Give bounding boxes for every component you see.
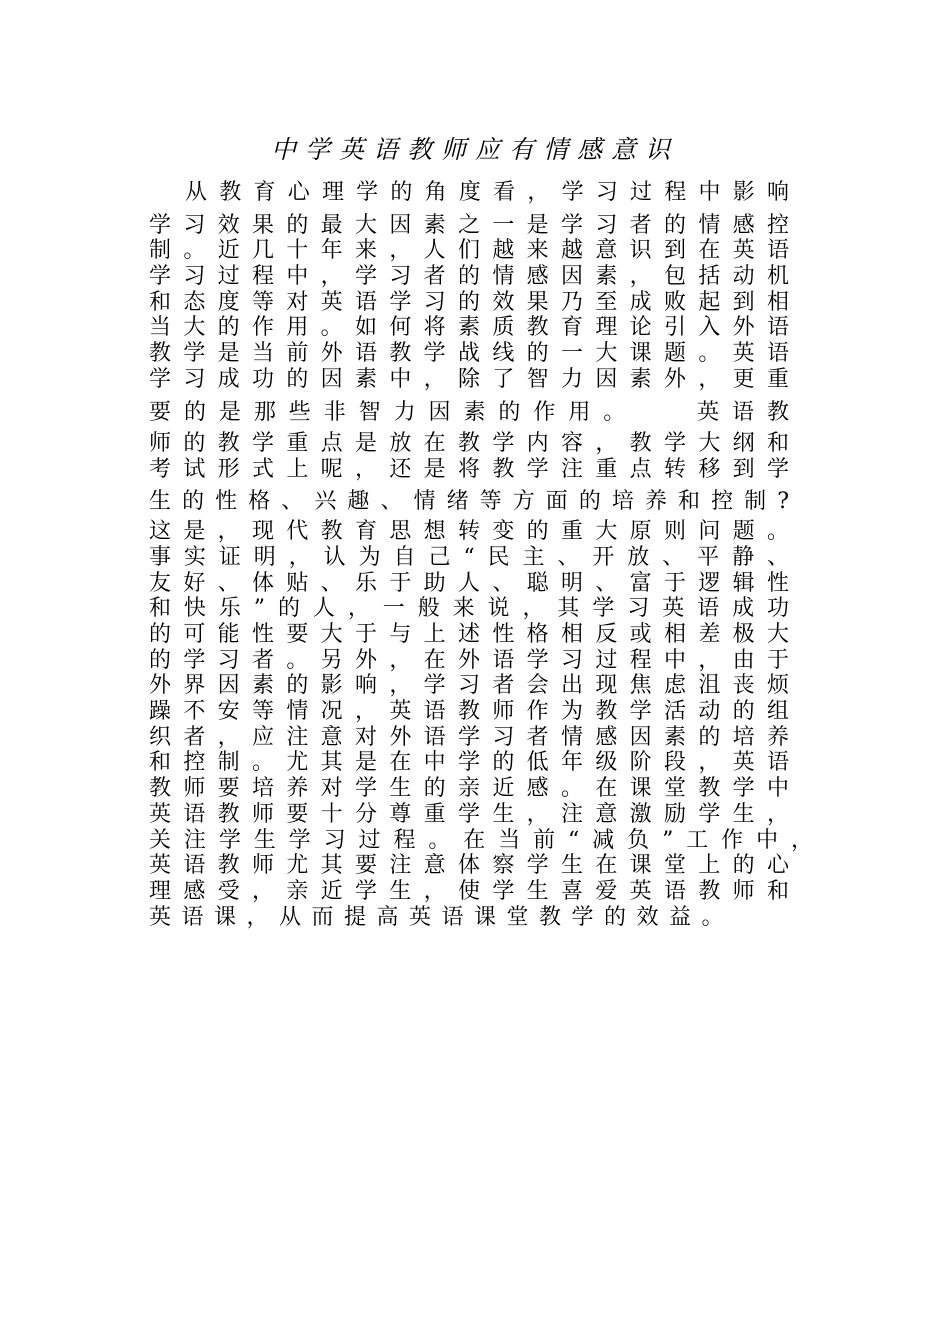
text-line: 的可能性要大于与上述性格相反或相差极大 bbox=[149, 622, 789, 647]
text-line: 师的教学重点是放在教学内容，教学大纲和 bbox=[149, 431, 789, 457]
text-line: 和控制。尤其是在中学的低年级阶段，英语 bbox=[149, 750, 789, 776]
text-line: 生的性格、兴趣、情绪等方面的培养和控制? bbox=[149, 488, 789, 514]
text-line: 友好、体贴、乐于助人、聪明、富于逻辑性 bbox=[149, 570, 789, 596]
text-line: 英语教师尤其要注意体察学生在课堂上的心 bbox=[149, 853, 789, 879]
text-line: 织者，应注意对外语学习者情感因素的培养 bbox=[149, 724, 789, 750]
text-line: 从教育心理学的角度看，学习过程中影响 bbox=[185, 180, 789, 205]
text-line: 考试形式上呢，还是将教学注重点转移到学 bbox=[149, 456, 789, 482]
text-line: 和态度等对英语学习的效果乃至成败起到相 bbox=[149, 289, 789, 315]
text-line: 学习效果的最大因素之一是学习者的情感控 bbox=[149, 212, 789, 238]
text-line: 的学习者。另外，在外语学习过程中，由于 bbox=[149, 647, 789, 673]
text-line: 外界因素的影响，学习者会出现焦虑沮丧烦 bbox=[149, 673, 789, 699]
text-line: 教学是当前外语教学战线的一大课题。英语 bbox=[149, 341, 789, 367]
document-title: 中学英语教师应有情感意识 bbox=[270, 135, 679, 164]
text-line: 和快乐”的人，一般来说，其学习英语成功 bbox=[149, 596, 789, 622]
text-line: 制。近几十年来，人们越来越意识到在英语 bbox=[149, 238, 789, 264]
text-line: 关注学生学习过程。在当前“减负”工作中， bbox=[149, 827, 813, 853]
text-line: 英语教师要十分尊重学生，注意激励学生， bbox=[149, 801, 789, 827]
text-line: 躁不安等情况，英语教师作为教学活动的组 bbox=[149, 699, 789, 725]
text-line: 这是，现代教育思想转变的重大原则问题。 bbox=[149, 519, 789, 545]
text-line: 教师要培养对学生的亲近感。在课堂教学中 bbox=[149, 776, 789, 802]
text-line: 当大的作用。如何将素质教育理论引入外语 bbox=[149, 315, 789, 341]
text-line: 理感受，亲近学生，使学生喜爱英语教师和 bbox=[149, 878, 789, 904]
text-line: 要的是那些非智力因素的作用。 英语教 bbox=[149, 399, 789, 425]
text-line: 学习成功的因素中，除了智力因素外，更重 bbox=[149, 366, 789, 392]
article-body bbox=[149, 180, 813, 930]
text-line: 事实证明，认为自己“民主、开放、平静、 bbox=[149, 544, 789, 570]
text-line: 英语课，从而提高英语课堂教学的效益。 bbox=[149, 904, 735, 930]
text-line: 学习过程中，学习者的情感因素，包括动机 bbox=[149, 264, 789, 290]
